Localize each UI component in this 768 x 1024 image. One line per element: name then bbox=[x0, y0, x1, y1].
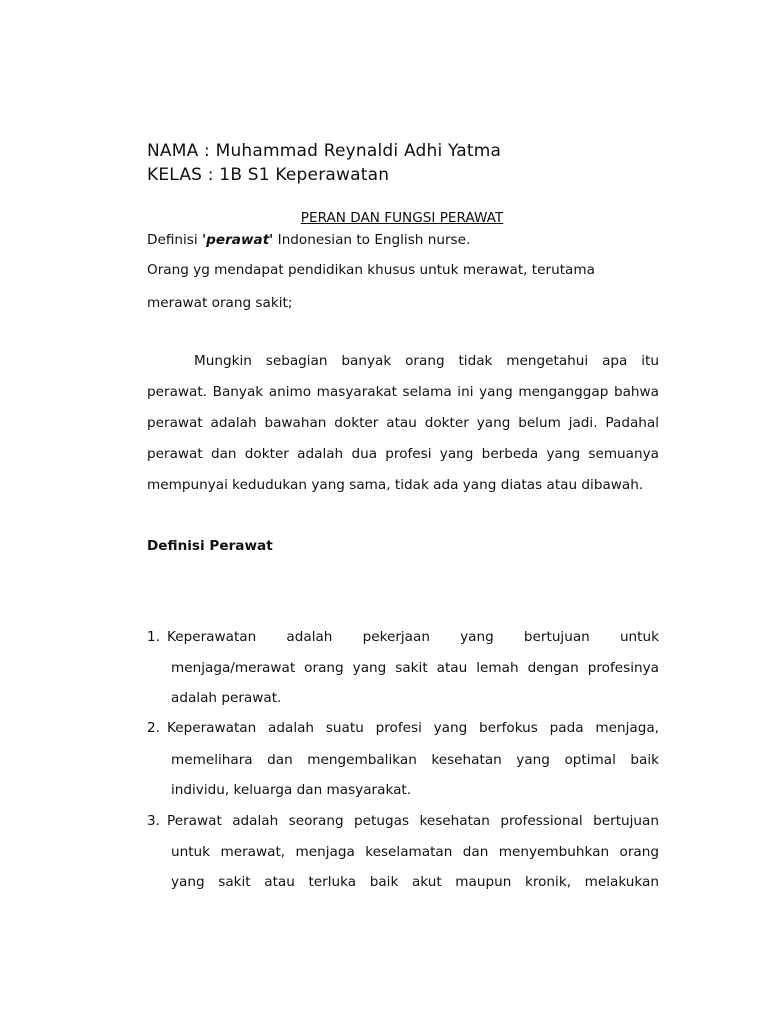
intro-paragraph-line-5: mempunyai kedudukan yang sama, tidak ada yang diatas atau dibawah. bbox=[147, 477, 644, 493]
list-item-number: 3. bbox=[147, 813, 160, 829]
intro-paragraph-line-2: perawat. Banyak animo masyarakat selama ini yang menganggap bahwa bbox=[147, 384, 659, 400]
intro-paragraph-line-4: perawat dan dokter adalah dua profesi yang berbeda yang semuanya bbox=[147, 446, 659, 462]
student-name: NAMA : Muhammad Reynaldi Adhi Yatma bbox=[147, 141, 502, 161]
list-item-2-line-2: memelihara dan mengembalikan kesehatan yang optimal baik bbox=[171, 752, 659, 768]
intro-paragraph-line-3: perawat adalah bawahan dokter atau dokter yang belum jadi. Padahal bbox=[147, 415, 659, 431]
list-item-1-line-2: menjaga/merawat orang yang sakit atau lemah dengan profesinya bbox=[171, 660, 659, 676]
list-item-3-line-2: untuk merawat, menjaga keselamatan dan menyembuhkan orang bbox=[171, 844, 659, 860]
list-item-1-line-3: adalah perawat. bbox=[171, 690, 282, 706]
list-item-3-line-3: yang sakit atau terluka baik akut maupun kronik, melakukan bbox=[171, 874, 659, 890]
list-item-2-line-1: Keperawatan adalah suatu profesi yang berfokus pada menjaga, bbox=[167, 720, 659, 736]
definition-prefix: Definisi bbox=[147, 232, 202, 248]
list-item-2-line-3: individu, keluarga dan masyarakat. bbox=[171, 782, 412, 798]
section-heading: Definisi Perawat bbox=[147, 538, 273, 554]
definition-suffix: Indonesian to English nurse. bbox=[273, 232, 471, 248]
document-title: PERAN DAN FUNGSI PERAWAT bbox=[300, 210, 504, 226]
student-class: KELAS : 1B S1 Keperawatan bbox=[147, 165, 390, 185]
list-item-1-line-1: Keperawatan adalah pekerjaan yang bertujuan untuk bbox=[167, 629, 659, 645]
definition-term: 'perawat' bbox=[201, 232, 274, 248]
intro-paragraph-line-1: Mungkin sebagian banyak orang tidak mengetahui apa itu bbox=[194, 353, 659, 369]
list-item-3-line-1: Perawat adalah seorang petugas kesehatan professional bertujuan bbox=[167, 813, 659, 829]
list-item-number: 1. bbox=[147, 629, 160, 645]
definition-line bbox=[147, 232, 470, 248]
definition-meaning-line-2: merawat orang sakit; bbox=[147, 295, 293, 311]
definition-meaning-line-1: Orang yg mendapat pendidikan khusus untuk merawat, terutama bbox=[147, 262, 595, 278]
list-item-number: 2. bbox=[147, 720, 160, 736]
